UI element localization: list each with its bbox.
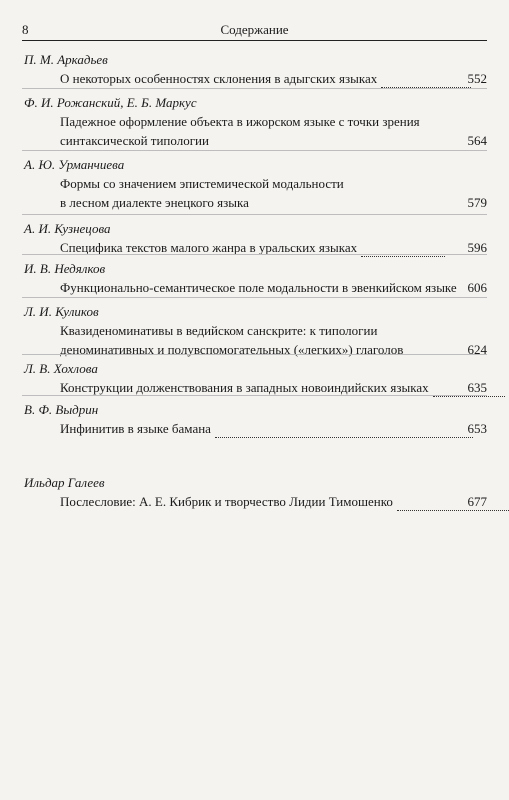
dot-leader [397,498,509,511]
toc-page-number: 596 [467,240,487,255]
dot-leader [215,425,473,438]
toc-title-line: в лесном диалекте энецкого языка [60,195,249,210]
toc-entry [22,395,487,436]
toc-page-number: 677 [467,494,487,509]
toc-title-line: Инфинитив в языке бамана [60,421,211,436]
toc-title [60,492,441,511]
toc-page-number: 579 [467,195,487,210]
toc-author: Ильдар Галеев [24,475,105,490]
toc-entry [22,150,487,210]
toc-title [60,112,441,150]
toc-title-line: Формы со значением эпистемической модальности [60,176,344,191]
toc-page-number: 606 [467,280,487,295]
toc-title-line: Специфика текстов малого жанра в уральских языках [60,240,358,255]
toc-title-line: синтаксической типологии [60,133,209,148]
toc-title [60,278,457,297]
toc-author: П. М. Аркадьев [24,52,108,67]
toc-author: А. И. Кузнецова [24,221,111,236]
toc-page-number: 635 [467,380,487,395]
toc-title [60,419,441,438]
toc-entry [22,88,487,148]
toc-entry [22,297,487,357]
toc-page-number: 653 [467,421,487,436]
toc-title-line: деноминативных и полувспомогательных («легких») глаголов [60,342,404,357]
running-title: Содержание [220,22,289,37]
toc-title-line: Квазиденоминативы в ведийском санскрите: к типологии [60,323,378,338]
toc-entry [22,214,487,255]
toc-title [60,174,441,212]
page-number: 8 [22,22,29,37]
toc-author: В. Ф. Выдрин [24,402,99,417]
toc-title-line: О некоторых особенностях склонения в адыгских языках [60,71,378,86]
toc-title-line: Конструкции долженствования в западных новоиндийских языках [60,380,429,395]
toc-author: Л. В. Хохлова [24,361,98,376]
toc-author: А. Ю. Урманчиева [24,157,125,172]
dot-leader [361,244,445,257]
toc-page-number: 564 [467,133,487,148]
toc-page-number: 552 [467,71,487,86]
toc-page-number: 624 [467,342,487,357]
toc-title [60,69,441,88]
toc-author: И. В. Недялков [24,261,106,276]
toc-author: Ф. И. Рожанский, Е. Б. Маркус [24,95,197,110]
toc-title-line: Послесловие: А. Е. Кибрик и творчество Лидии Тимошенко [60,494,393,509]
toc-entry [22,354,487,395]
toc-title-line: Падежное оформление объекта в ижорском языке с точки зрения [60,114,420,129]
dot-leader [381,75,471,88]
page-header [22,22,487,41]
toc-author: Л. И. Куликов [24,304,99,319]
toc-title-line: Функционально-семантическое поле модальности в эвенкийском языке [60,280,457,295]
toc-entry [22,254,487,295]
